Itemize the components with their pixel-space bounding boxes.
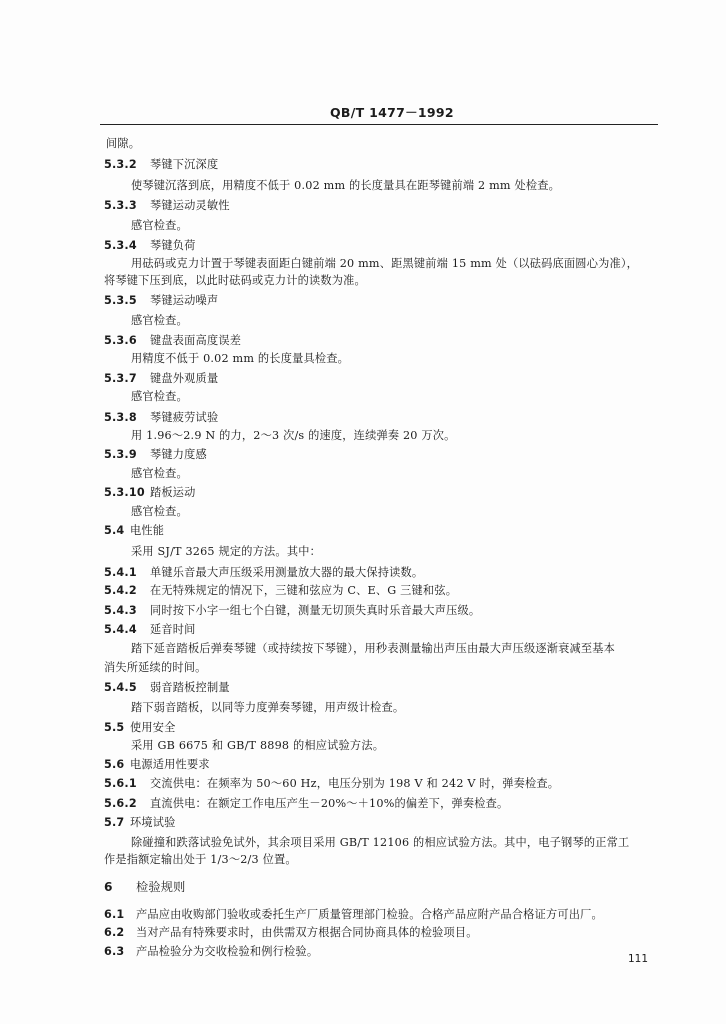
clause-title: 踏板运动 bbox=[150, 486, 196, 499]
clause-title: 电源适用性要求 bbox=[130, 758, 210, 771]
standard-number-header: QB/T 1477－1992 bbox=[330, 105, 454, 120]
clause-line bbox=[104, 680, 230, 695]
clause-line bbox=[104, 410, 218, 425]
clause-number: 5.3.8 bbox=[104, 411, 137, 424]
clause-title: 产品检验分为交收检验和例行检验。 bbox=[136, 945, 319, 958]
clause-line bbox=[104, 720, 176, 735]
clause-text: 用砝码或克力计置于琴键表面距白键前端 20 mm、距黑键前端 15 mm 处（以砝码底面圆心为准）， bbox=[131, 257, 639, 270]
clause-line bbox=[104, 757, 210, 772]
clause-line bbox=[104, 815, 176, 830]
clause-text: 间隙。 bbox=[106, 137, 141, 150]
clause-number: 6.3 bbox=[104, 945, 125, 958]
clause-number: 5.3.3 bbox=[104, 199, 137, 212]
clause-number: 5.5 bbox=[104, 721, 125, 734]
clause-title: 交流供电：在频率为 50～60 Hz，电压分别为 198 V 和 242 V 时，弹奏检查。 bbox=[150, 777, 560, 790]
clause-number: 5.3.2 bbox=[104, 158, 137, 171]
clause-text: 用精度不低于 0.02 mm 的长度量具检查。 bbox=[131, 352, 350, 365]
body-line bbox=[131, 544, 321, 559]
body-line bbox=[131, 256, 638, 271]
clause-title: 琴键疲劳试验 bbox=[150, 411, 219, 424]
clause-number: 5.3.5 bbox=[104, 294, 137, 307]
clause-title: 弱音踏板控制量 bbox=[150, 681, 230, 694]
clause-text: 作是指额定输出处于 1/3～2/3 位置。 bbox=[104, 853, 297, 866]
body-line bbox=[131, 428, 456, 443]
body-line bbox=[131, 641, 615, 656]
clause-text: 感官检查。 bbox=[131, 390, 188, 403]
clause-number: 5.4.1 bbox=[104, 566, 137, 579]
clause-text: 感官检查。 bbox=[131, 219, 188, 232]
clause-text: 感官检查。 bbox=[131, 505, 188, 518]
body-line bbox=[131, 835, 629, 850]
body-line bbox=[131, 700, 404, 715]
body-line bbox=[131, 351, 349, 366]
clause-number: 5.3.4 bbox=[104, 239, 137, 252]
clause-line bbox=[104, 293, 218, 308]
clause-title: 单键乐音最大声压级采用测量放大器的最大保持读数。 bbox=[150, 566, 424, 579]
clause-text: 除碰撞和跌落试验免试外，其余项目采用 GB/T 12106 的相应试验方法。其中，电子钢琴的正常工 bbox=[131, 836, 630, 849]
clause-title: 键盘外观质量 bbox=[150, 372, 219, 385]
clause-title: 直流供电：在额定工作电压产生－20%～＋10%的偏差下，弹奏检查。 bbox=[150, 797, 509, 810]
clause-number: 6 bbox=[104, 880, 113, 894]
clause-number: 5.6.2 bbox=[104, 797, 137, 810]
body-line bbox=[131, 218, 188, 233]
clause-line bbox=[104, 880, 186, 895]
clause-title: 延音时间 bbox=[150, 623, 196, 636]
clause-title: 检验规则 bbox=[136, 880, 186, 894]
body-line bbox=[131, 313, 188, 328]
clause-text: 采用 SJ/T 3265 规定的方法。其中： bbox=[131, 545, 321, 558]
clause-line bbox=[104, 198, 230, 213]
clause-number: 5.3.10 bbox=[104, 486, 145, 499]
clause-number: 5.4.2 bbox=[104, 584, 137, 597]
clause-line bbox=[104, 238, 196, 253]
clause-line bbox=[104, 447, 207, 462]
clause-title: 琴键力度感 bbox=[150, 448, 207, 461]
page-number: 111 bbox=[627, 953, 648, 965]
clause-text: 采用 GB 6675 和 GB/T 8898 的相应试验方法。 bbox=[131, 739, 385, 752]
body-line bbox=[104, 852, 297, 867]
clause-text: 踏下弱音踏板，以同等力度弹奏琴键，用声级计检查。 bbox=[131, 701, 405, 714]
clause-title: 产品应由收购部门验收或委托生产厂质量管理部门检验。合格产品应附产品合格证方可出厂。 bbox=[136, 908, 603, 921]
clause-title: 在无特殊规定的情况下，三键和弦应为 C、E、G 三键和弦。 bbox=[150, 584, 458, 597]
clause-number: 5.3.7 bbox=[104, 372, 137, 385]
clause-line bbox=[104, 565, 423, 580]
body-line bbox=[106, 136, 140, 151]
clause-line bbox=[104, 157, 218, 172]
clause-text: 将琴键下压到底，以此时砝码或克力计的读数为准。 bbox=[104, 274, 366, 287]
clause-number: 5.6.1 bbox=[104, 777, 137, 790]
header-rule bbox=[100, 124, 658, 125]
clause-title: 使用安全 bbox=[130, 721, 176, 734]
clause-title: 同时按下小字一组七个白键，测量无切顶失真时乐音最大声压级。 bbox=[150, 604, 481, 617]
clause-title: 琴键负荷 bbox=[150, 239, 196, 252]
clause-title: 当对产品有特殊要求时，由供需双方根据合同协商具体的检验项目。 bbox=[136, 926, 478, 939]
clause-line bbox=[104, 583, 457, 598]
clause-number: 6.2 bbox=[104, 926, 125, 939]
clause-title: 环境试验 bbox=[130, 816, 176, 829]
body-line bbox=[131, 389, 188, 404]
clause-line bbox=[104, 944, 318, 959]
clause-text: 用 1.96～2.9 N 的力，2～3 次/s 的速度，连续弹奏 20 万次。 bbox=[131, 429, 456, 442]
clause-number: 5.4 bbox=[104, 524, 125, 537]
clause-line bbox=[104, 371, 218, 386]
body-line bbox=[131, 738, 384, 753]
clause-text: 感官检查。 bbox=[131, 314, 188, 327]
clause-number: 6.1 bbox=[104, 908, 125, 921]
clause-line bbox=[104, 485, 196, 500]
clause-text: 使琴键沉落到底，用精度不低于 0.02 mm 的长度量具在距琴键前端 2 mm 处检查。 bbox=[131, 179, 561, 192]
clause-line bbox=[104, 796, 508, 811]
clause-title: 琴键运动噪声 bbox=[150, 294, 219, 307]
clause-title: 琴键下沉深度 bbox=[150, 158, 219, 171]
body-line bbox=[104, 660, 207, 675]
clause-line bbox=[104, 925, 478, 940]
clause-number: 5.6 bbox=[104, 758, 125, 771]
clause-line bbox=[104, 333, 241, 348]
clause-number: 5.3.9 bbox=[104, 448, 137, 461]
clause-title: 键盘表面高度误差 bbox=[150, 334, 242, 347]
body-line bbox=[104, 273, 366, 288]
clause-number: 5.4.5 bbox=[104, 681, 137, 694]
clause-title: 琴键运动灵敏性 bbox=[150, 199, 230, 212]
clause-number: 5.4.3 bbox=[104, 604, 137, 617]
clause-line bbox=[104, 523, 164, 538]
body-line bbox=[131, 504, 188, 519]
clause-line bbox=[104, 603, 480, 618]
body-line bbox=[131, 178, 560, 193]
clause-number: 5.7 bbox=[104, 816, 125, 829]
clause-text: 感官检查。 bbox=[131, 467, 188, 480]
clause-line bbox=[104, 907, 603, 922]
clause-number: 5.3.6 bbox=[104, 334, 137, 347]
clause-text: 消失所延续的时间。 bbox=[104, 661, 207, 674]
clause-line bbox=[104, 622, 196, 637]
body-line bbox=[131, 466, 188, 481]
clause-number: 5.4.4 bbox=[104, 623, 137, 636]
clause-text: 踏下延音踏板后弹奏琴键（或持续按下琴键），用秒表测量输出声压由最大声压级逐渐衰减至基本 bbox=[131, 642, 616, 655]
clause-title: 电性能 bbox=[130, 524, 165, 537]
clause-line bbox=[104, 776, 559, 791]
